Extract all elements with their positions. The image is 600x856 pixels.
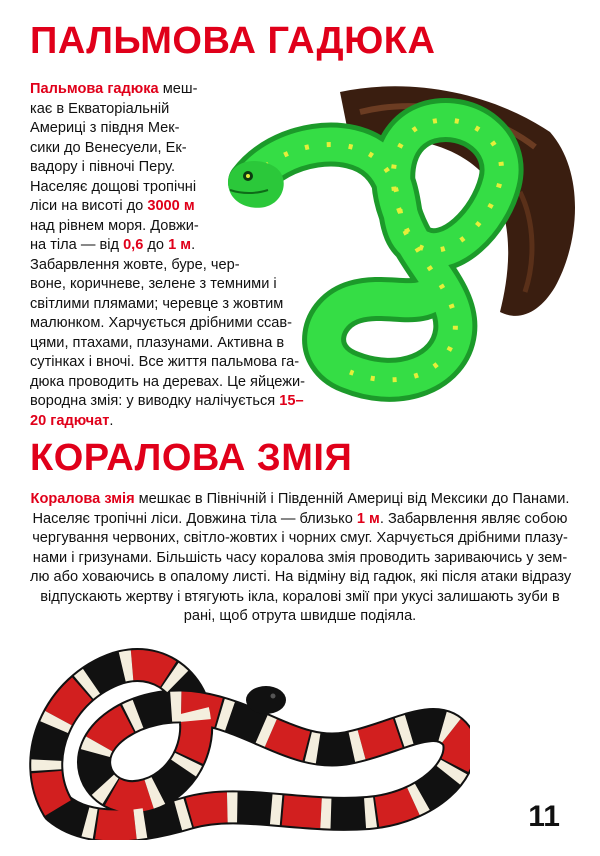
coral-snake-head [246, 686, 286, 714]
body-text: . [109, 412, 114, 429]
body-text: нами і гризунами. Більшість часу коралова змія проводить зариваючись у зем- [32, 549, 568, 566]
body-text: на тіла — від [30, 237, 124, 253]
body-text: . Забарвлення являє собою [379, 510, 568, 527]
viper-head [228, 161, 284, 208]
section-title-coral-snake: КОРАЛОВА ЗМІЯ [30, 437, 353, 479]
text-line [30, 588, 570, 608]
text-line [30, 510, 570, 530]
text-line [30, 549, 570, 569]
text-line [30, 412, 322, 432]
highlight-text: 0,6 [123, 237, 144, 253]
highlight-text: Пальмова гадюка [30, 81, 159, 97]
body-text: . [191, 237, 196, 253]
palm-viper-photo [190, 72, 585, 402]
body-text: над рівнем моря. Довжи- [30, 217, 199, 234]
section-title-palm-viper: ПАЛЬМОВА ГАДЮКА [30, 20, 436, 62]
body-text: Америці з півдня Мек- [30, 120, 180, 136]
coral-snake-text [30, 490, 570, 627]
body-text: світлими плямами; черевце з жовтим [30, 295, 284, 312]
body-text: вородна змія: у виводку налічується [30, 393, 280, 409]
highlight-text: 15– [279, 393, 304, 409]
body-text: меш- [158, 81, 198, 97]
body-text: цями, птахами, плазунами. Активна в [30, 334, 285, 351]
page-number: 11 [528, 800, 560, 833]
highlight-text: Коралова змія [30, 491, 135, 507]
highlight-text: 1 м [168, 237, 192, 253]
body-text: кає в Екваторіальній [30, 100, 170, 117]
text-line [30, 490, 570, 510]
body-text: сики до Венесуели, Ек- [30, 139, 187, 156]
body-text: мешкає в Північній і Південній Америці від Мексики до Панами. [134, 491, 570, 507]
body-text: до [143, 237, 169, 253]
body-text: відпускають жертву і втягують ікла, коралові змії при укусі залишають зуби в [40, 588, 560, 605]
body-text: дюка проводить на деревах. Це яйцежи- [30, 373, 306, 390]
text-line [30, 568, 570, 588]
body-text: чергування червоних, світло-жовтих і чорних смуг. Харчується дрібними плазу- [32, 530, 568, 546]
body-text: лю або ховаючись в опалому листі. На відміну від гадюк, які після атаки відразу [30, 569, 572, 585]
body-text: ліси на висоті до [30, 198, 148, 214]
highlight-text: 20 гадючат [30, 412, 110, 429]
coral-snake-photo [18, 608, 470, 840]
body-text: Забарвлення жовте, буре, чер- [30, 256, 240, 273]
body-text: Населяє дощові тропічні [30, 178, 197, 195]
body-text: сутінках і вночі. Все життя пальмова га- [30, 354, 300, 370]
highlight-text: 1 м [356, 510, 380, 527]
body-text: Населяє тропічні ліси. Довжина тіла — близько [32, 510, 357, 527]
body-text: рані, щоб отрута швидше подіяла. [183, 608, 417, 624]
highlight-text: 3000 м [147, 198, 195, 214]
body-text: малюнком. Харчується дрібними ссав- [30, 315, 293, 331]
body-text: вадору і півночі Перу. [30, 159, 176, 175]
body-text: воне, коричневе, зелене з темними і [30, 276, 277, 292]
text-line [30, 529, 570, 549]
